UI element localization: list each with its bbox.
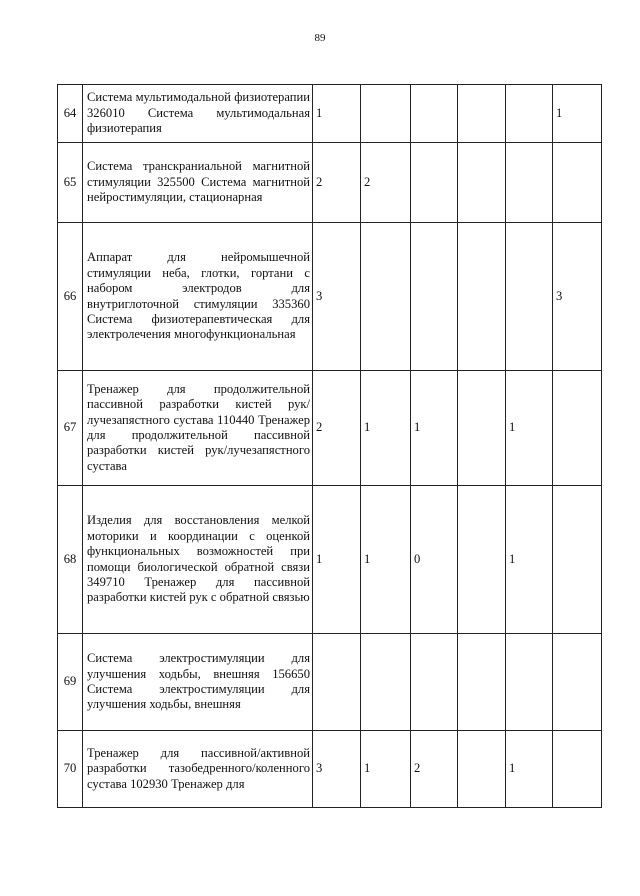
equipment-table <box>57 84 602 808</box>
quantity-cell-3 <box>411 85 458 143</box>
row-description-cell <box>83 486 313 634</box>
page-number: 89 <box>314 32 326 44</box>
table-row <box>58 85 602 143</box>
quantity-cell-1: 2 <box>313 371 361 486</box>
row-description-cell <box>83 143 313 223</box>
quantity-cell-6 <box>553 371 602 486</box>
quantity-cell-6: 1 <box>553 85 602 143</box>
quantity-cell-5 <box>506 143 553 223</box>
row-description-cell <box>83 634 313 731</box>
row-number: 68 <box>58 486 83 634</box>
quantity-cell-2: 2 <box>361 143 411 223</box>
quantity-cell-5 <box>506 85 553 143</box>
row-description: Тренажер для пассивной/активной разработки тазобедренного/коленного сустава 102930 Тренажер для <box>87 745 310 791</box>
row-description-cell <box>83 371 313 486</box>
quantity-cell-3: 0 <box>411 486 458 634</box>
quantity-cell-5 <box>506 634 553 731</box>
quantity-cell-5: 1 <box>506 731 553 808</box>
table-row <box>58 486 602 634</box>
quantity-cell-3: 1 <box>411 371 458 486</box>
quantity-cell-4 <box>458 634 506 731</box>
row-description-cell <box>83 223 313 371</box>
quantity-cell-4 <box>458 731 506 808</box>
row-number: 66 <box>58 223 83 371</box>
quantity-cell-5: 1 <box>506 371 553 486</box>
quantity-cell-1: 1 <box>313 85 361 143</box>
table-row <box>58 731 602 808</box>
quantity-cell-2 <box>361 634 411 731</box>
quantity-cell-3 <box>411 143 458 223</box>
quantity-cell-4 <box>458 85 506 143</box>
row-description: Система мультимодальной физиотерапии 326010 Система мультимодальная физиотерапия <box>87 90 310 136</box>
quantity-cell-6: 3 <box>553 223 602 371</box>
table-row <box>58 143 602 223</box>
row-number: 67 <box>58 371 83 486</box>
quantity-cell-4 <box>458 486 506 634</box>
quantity-cell-2: 1 <box>361 486 411 634</box>
quantity-cell-1: 1 <box>313 486 361 634</box>
row-description-cell <box>83 731 313 808</box>
quantity-cell-3: 2 <box>411 731 458 808</box>
row-description: Изделия для восстановления мелкой моторики и координации с оценкой функциональных возможностей при помощи биологической обратной связи 349710 Тренажер для пассивной разработки кистей рук с обратной связью <box>87 513 310 605</box>
row-number: 69 <box>58 634 83 731</box>
row-description-cell <box>83 85 313 143</box>
table-row <box>58 371 602 486</box>
row-description: Аппарат для нейромышечной стимуляции неба, глотки, гортани с набором электродов для внутриглоточной стимуляции 335360 Система физиотерапевтическая для электролечения многофункциональная <box>87 250 310 342</box>
quantity-cell-3 <box>411 634 458 731</box>
quantity-cell-1: 3 <box>313 731 361 808</box>
quantity-cell-6 <box>553 731 602 808</box>
quantity-cell-2: 1 <box>361 371 411 486</box>
quantity-cell-2 <box>361 85 411 143</box>
row-description: Система транскраниальной магнитной стимуляции 325500 Система магнитной нейростимуляции, стационарная <box>87 159 310 205</box>
table-row <box>58 634 602 731</box>
quantity-cell-6 <box>553 486 602 634</box>
quantity-cell-4 <box>458 371 506 486</box>
quantity-cell-6 <box>553 634 602 731</box>
quantity-cell-6 <box>553 143 602 223</box>
row-description: Тренажер для продолжительной пассивной разработки кистей рук/лучезапястного сустава 110440 Тренажер для продолжительной пассивной разработки кистей рук/лучезапястного сустава <box>87 381 310 473</box>
quantity-cell-1 <box>313 634 361 731</box>
quantity-cell-4 <box>458 223 506 371</box>
quantity-cell-2 <box>361 223 411 371</box>
quantity-cell-5: 1 <box>506 486 553 634</box>
quantity-cell-3 <box>411 223 458 371</box>
row-number: 65 <box>58 143 83 223</box>
row-description: Система электростимуляции для улучшения ходьбы, внешняя 156650 Система электростимуляции для улучшения ходьбы, внешняя <box>87 651 310 712</box>
quantity-cell-1: 2 <box>313 143 361 223</box>
quantity-cell-2: 1 <box>361 731 411 808</box>
quantity-cell-1: 3 <box>313 223 361 371</box>
quantity-cell-5 <box>506 223 553 371</box>
table-row <box>58 223 602 371</box>
row-number: 70 <box>58 731 83 808</box>
quantity-cell-4 <box>458 143 506 223</box>
row-number: 64 <box>58 85 83 143</box>
